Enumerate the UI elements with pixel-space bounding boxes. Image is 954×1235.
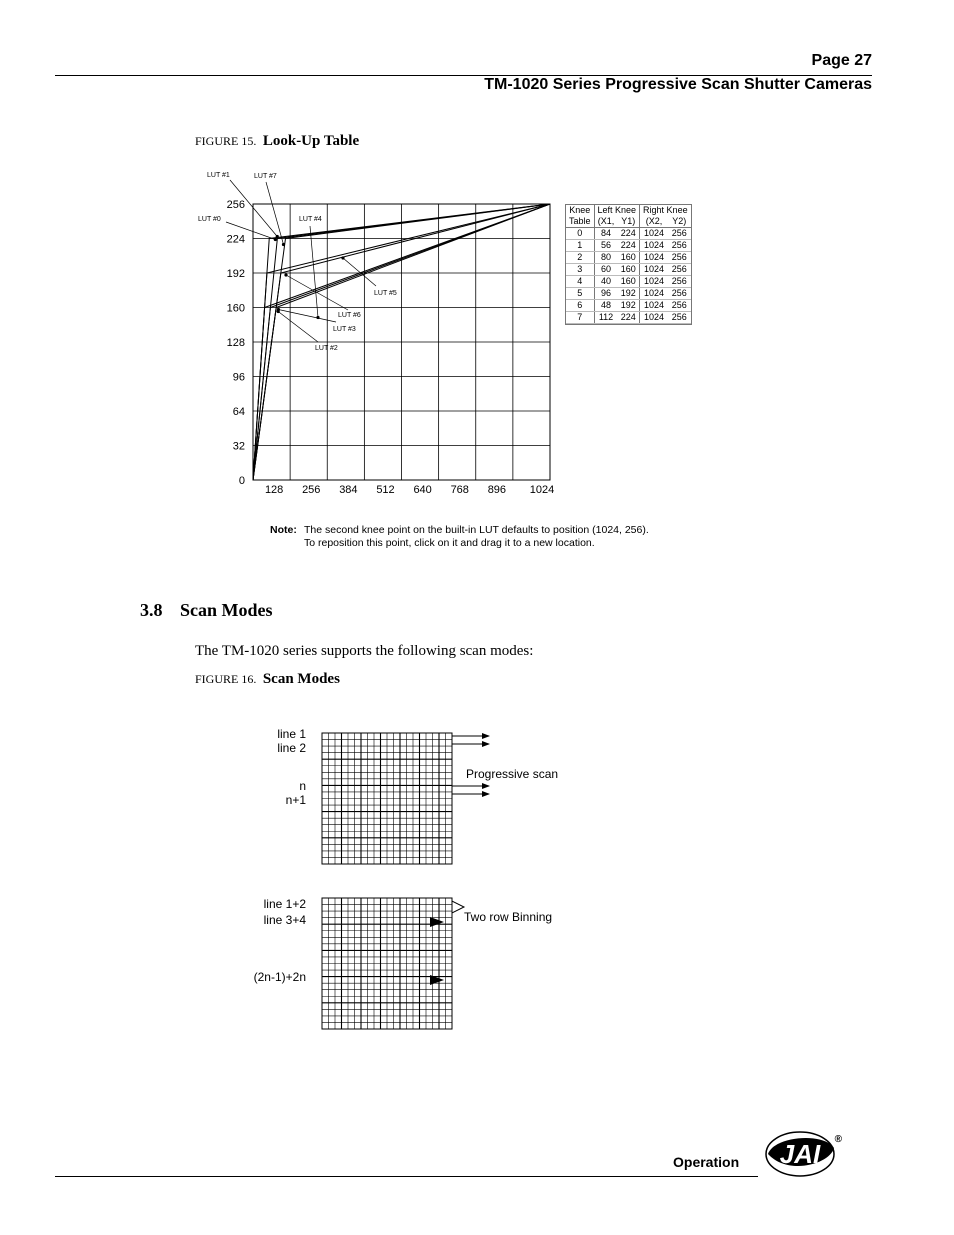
table-row	[566, 252, 691, 264]
lut-series-label: LUT #7	[254, 173, 277, 180]
figure-16-title: Scan Modes	[262, 671, 340, 687]
label-n-plus-1: n+1	[285, 793, 306, 807]
y-tick-label: 224	[226, 233, 245, 246]
table-cell: 256	[668, 312, 691, 324]
table-cell: 1	[566, 240, 594, 252]
table-cell: 60	[594, 264, 618, 276]
table-cell: 6	[566, 300, 594, 312]
section-body: The TM-1020 series supports the following scan modes:	[195, 643, 534, 659]
progressive-arrows	[452, 736, 489, 794]
bin-arrow-outline	[452, 901, 464, 913]
footer-rule	[55, 1176, 758, 1177]
table-cell: 256	[668, 288, 691, 300]
knee-table-header: Knee	[569, 205, 591, 215]
table-cell: 1024	[640, 288, 668, 300]
figure-16-label: FIGURE 16.	[195, 672, 257, 686]
table-cell: 256	[668, 264, 691, 276]
table-row	[566, 276, 691, 288]
leader-line	[310, 226, 318, 318]
table-cell: 112	[594, 312, 618, 324]
registered-mark: ®	[834, 1134, 842, 1145]
y-tick-label: 128	[226, 337, 245, 349]
leader-arrow	[282, 243, 285, 246]
table-cell: 4	[566, 276, 594, 288]
table-cell: 84	[594, 228, 618, 240]
knee-table-subheader: Y1)	[618, 216, 640, 228]
knee-table-header: Left Knee	[594, 205, 640, 216]
table-cell: 224	[618, 312, 640, 324]
y-tick-label: 32	[232, 440, 245, 453]
leader-arrow	[277, 310, 280, 313]
leader-arrow	[274, 238, 277, 241]
x-tick-label: 1024	[529, 484, 555, 496]
y-tick-label: 0	[238, 475, 245, 487]
section-number: 3.8	[140, 600, 163, 620]
lut-note	[270, 524, 649, 550]
lut-series-label: LUT #5	[374, 290, 397, 297]
table-cell: 40	[594, 276, 618, 288]
table-cell: 256	[668, 300, 691, 312]
y-tick-label: 256	[226, 199, 245, 211]
label-line-2: line 2	[277, 741, 306, 755]
y-tick-label: 64	[232, 406, 245, 418]
label-line-3-4: line 3+4	[263, 913, 306, 927]
table-cell: 80	[594, 252, 618, 264]
note-line-2: To reposition this point, click on it and drag it to a new location.	[304, 537, 595, 549]
table-cell: 48	[594, 300, 618, 312]
table-cell: 0	[566, 228, 594, 240]
binning-arrows	[430, 901, 464, 985]
bin-arrow	[430, 917, 444, 927]
knee-table-subheader: (X1,	[594, 216, 618, 228]
figure-15-label: FIGURE 15.	[195, 134, 257, 148]
jai-logo	[764, 1130, 846, 1178]
note-line-1: The second knee point on the built-in LUT defaults to position (1024, 256).	[304, 524, 649, 536]
table-cell: 160	[618, 264, 640, 276]
progressive-scan-grid	[322, 733, 452, 864]
note-label: Note:	[270, 524, 297, 536]
x-tick-label: 256	[302, 484, 321, 496]
footer-section-name: Operation	[673, 1154, 740, 1170]
x-tick-label: 896	[487, 484, 507, 496]
table-cell: 1024	[640, 240, 668, 252]
table-cell: 96	[594, 288, 618, 300]
leader-arrow	[341, 256, 344, 259]
table-cell: 224	[618, 240, 640, 252]
knee-table	[566, 205, 691, 324]
x-tick-label: 128	[264, 484, 284, 496]
table-cell: 256	[668, 252, 691, 264]
label-2n-1-2n: (2n-1)+2n	[253, 970, 306, 984]
progressive-scan-caption: Progressive scan	[466, 767, 559, 781]
leader-arrow	[276, 235, 279, 238]
leader-arrow	[284, 273, 287, 276]
table-cell: 160	[618, 276, 640, 288]
table-cell: 1024	[640, 264, 668, 276]
lut-series-label: LUT #6	[338, 312, 361, 319]
section-heading	[140, 600, 273, 621]
y-tick-label: 160	[226, 302, 245, 315]
knee-table-header-row	[566, 205, 691, 216]
knee-table-frame	[565, 204, 692, 325]
table-cell: 256	[668, 240, 691, 252]
lut-y-ticks	[227, 199, 245, 487]
y-tick-label: 96	[232, 371, 245, 384]
figure-15-title: Look-Up Table	[262, 133, 360, 149]
table-cell: 224	[618, 228, 640, 240]
table-cell: 1024	[640, 252, 668, 264]
lut-series-label: LUT #1	[207, 172, 230, 179]
table-row	[566, 288, 691, 300]
lut-x-ticks	[265, 484, 554, 496]
leader-line	[278, 312, 318, 343]
scan-modes-diagram	[0, 700, 954, 1040]
lut-series-label: LUT #4	[299, 216, 322, 223]
table-cell: 1024	[640, 312, 668, 324]
logo-text: JAI	[779, 1139, 821, 1169]
table-cell: 56	[594, 240, 618, 252]
table-cell: 2	[566, 252, 594, 264]
table-cell: 192	[618, 300, 640, 312]
knee-table-subheader: Table	[566, 216, 594, 228]
table-cell: 5	[566, 288, 594, 300]
x-tick-label: 768	[450, 484, 469, 496]
y-tick-label: 192	[226, 268, 245, 280]
lut-series-label: LUT #0	[198, 216, 221, 223]
table-cell: 3	[566, 264, 594, 276]
knee-table-subheader: Y2)	[668, 216, 691, 228]
table-cell: 256	[668, 276, 691, 288]
table-cell: 1024	[640, 300, 668, 312]
lut-chart	[0, 0, 954, 520]
label-line-1-2: line 1+2	[263, 897, 306, 911]
table-row	[566, 240, 691, 252]
binning-caption: Two row Binning	[464, 910, 553, 924]
knee-table-subheader-row	[566, 216, 691, 228]
table-cell: 1024	[640, 276, 668, 288]
leader-line	[266, 182, 283, 245]
label-line-1: line 1	[277, 727, 306, 741]
table-cell: 7	[566, 312, 594, 324]
lut-grid	[253, 204, 550, 480]
table-row	[566, 312, 691, 324]
page-number: Page 27	[811, 52, 872, 69]
knee-table-header: Right Knee	[640, 205, 691, 216]
lut-series-label: LUT #2	[315, 345, 338, 352]
x-tick-label: 384	[339, 484, 358, 496]
table-cell: 1024	[640, 228, 668, 240]
table-cell: 256	[668, 228, 691, 240]
x-tick-label: 512	[376, 484, 395, 496]
binning-grid	[322, 898, 452, 1029]
x-tick-label: 640	[413, 484, 432, 496]
section-title: Scan Modes	[180, 600, 273, 620]
table-cell: 160	[618, 252, 640, 264]
figure-16-caption	[195, 671, 340, 688]
label-n: n	[299, 779, 306, 793]
table-cell: 192	[618, 288, 640, 300]
lut-series-label: LUT #3	[333, 326, 356, 333]
knee-table-subheader: (X2,	[640, 216, 668, 228]
document-title: TM-1020 Series Progressive Scan Shutter Cameras	[484, 76, 872, 93]
table-row	[566, 228, 691, 240]
table-row	[566, 300, 691, 312]
table-row	[566, 264, 691, 276]
